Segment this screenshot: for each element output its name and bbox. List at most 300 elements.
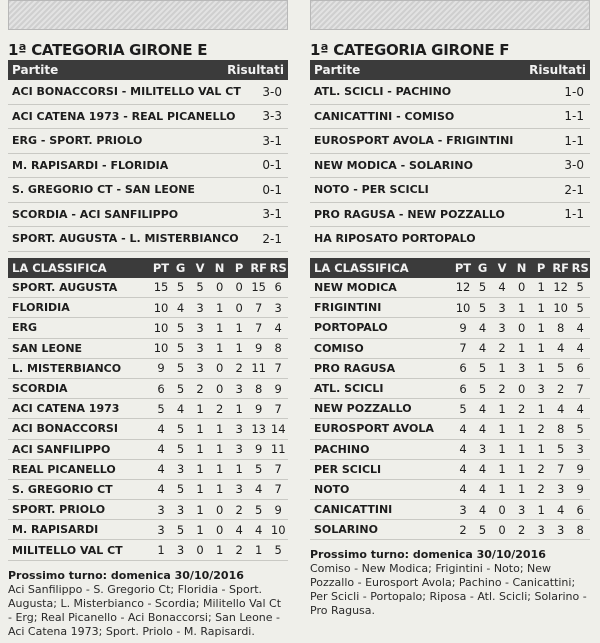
- stat-cell: 3: [531, 378, 551, 398]
- table-row: [8, 358, 288, 378]
- match-teams: CANICATTINI - COMISO: [314, 109, 455, 123]
- result-row: [310, 227, 590, 252]
- stat-cell: 4: [570, 338, 590, 358]
- stat-cell: 5: [171, 338, 191, 358]
- table-row: [8, 378, 288, 398]
- column-header: RS: [570, 258, 590, 278]
- table-row: [8, 338, 288, 358]
- stat-cell: 2: [229, 358, 249, 378]
- table-row: [8, 540, 288, 560]
- result-row: [310, 105, 590, 130]
- match-score: 3-0: [262, 84, 282, 99]
- stat-cell: 1: [492, 459, 512, 479]
- results-label: Risultati: [227, 63, 284, 77]
- stat-cell: 6: [151, 378, 171, 398]
- result-row: [8, 129, 288, 154]
- stat-cell: 0: [512, 318, 532, 338]
- match-teams: PRO RAGUSA - NEW POZZALLO: [314, 207, 505, 221]
- stat-cell: 3: [512, 500, 532, 520]
- column-header: G: [473, 258, 493, 278]
- stat-cell: 4: [171, 298, 191, 318]
- team-name: NEW MODICA: [310, 278, 453, 298]
- column-header: P: [229, 258, 249, 278]
- stat-cell: 1: [210, 439, 230, 459]
- stat-cell: 7: [570, 378, 590, 398]
- column-header: RF: [551, 258, 571, 278]
- stat-cell: 12: [551, 278, 571, 298]
- stat-cell: 1: [210, 338, 230, 358]
- column-header: N: [512, 258, 532, 278]
- standings-title: LA CLASSIFICA: [8, 258, 151, 278]
- match-teams: ACI CATENA 1973 - REAL PICANELLO: [12, 109, 236, 123]
- team-name: SCORDIA: [8, 378, 151, 398]
- stat-cell: 0: [229, 278, 249, 298]
- stat-cell: 4: [492, 278, 512, 298]
- stat-cell: 2: [531, 479, 551, 499]
- team-name: SPORT. AUGUSTA: [8, 278, 151, 298]
- stat-cell: 2: [492, 338, 512, 358]
- stat-cell: 10: [151, 338, 171, 358]
- match-score: 0-1: [262, 182, 282, 197]
- table-row: [8, 399, 288, 419]
- stat-cell: 1: [210, 479, 230, 499]
- next-round-label: Prossimo turno: domenica 30/10/2016: [8, 568, 244, 582]
- result-row: [310, 80, 590, 105]
- stat-cell: 6: [570, 358, 590, 378]
- stat-cell: 5: [171, 419, 191, 439]
- stat-cell: 11: [268, 439, 288, 459]
- stat-cell: 5: [171, 358, 191, 378]
- stat-cell: 1: [492, 439, 512, 459]
- stat-cell: 4: [151, 459, 171, 479]
- team-name: M. RAPISARDI: [8, 520, 151, 540]
- stat-cell: 2: [531, 419, 551, 439]
- stat-cell: 3: [190, 318, 210, 338]
- stat-cell: 4: [570, 318, 590, 338]
- stat-cell: 4: [151, 479, 171, 499]
- result-row: [8, 227, 288, 252]
- stat-cell: 4: [551, 338, 571, 358]
- stat-cell: 5: [473, 358, 493, 378]
- results-list: [310, 80, 590, 252]
- stat-cell: 5: [473, 378, 493, 398]
- stat-cell: 0: [492, 520, 512, 540]
- match-teams: ATL. SCICLI - PACHINO: [314, 85, 452, 99]
- stat-cell: 5: [473, 520, 493, 540]
- stat-cell: 1: [210, 540, 230, 560]
- stat-cell: 5: [473, 298, 493, 318]
- stat-cell: 3: [268, 298, 288, 318]
- stat-cell: 1: [531, 358, 551, 378]
- stat-cell: 5: [249, 459, 269, 479]
- stat-cell: 13: [249, 419, 269, 439]
- table-row: [8, 419, 288, 439]
- stat-cell: 4: [151, 419, 171, 439]
- stat-cell: 2: [512, 520, 532, 540]
- stat-cell: 9: [268, 378, 288, 398]
- stat-cell: 1: [531, 399, 551, 419]
- stat-cell: 2: [492, 378, 512, 398]
- stat-cell: 4: [551, 399, 571, 419]
- stat-cell: 1: [512, 419, 532, 439]
- match-teams: ERG - SPORT. PRIOLO: [12, 134, 143, 148]
- stat-cell: 0: [512, 278, 532, 298]
- match-teams: NOTO - PER SCICLI: [314, 183, 429, 197]
- stat-cell: 2: [190, 378, 210, 398]
- results-label: Risultati: [529, 63, 586, 77]
- stat-cell: 9: [570, 479, 590, 499]
- table-row: [310, 298, 590, 318]
- stat-cell: 3: [492, 318, 512, 338]
- result-row: [310, 203, 590, 228]
- stat-cell: 3: [171, 459, 191, 479]
- stat-cell: 5: [190, 278, 210, 298]
- stat-cell: 1: [190, 459, 210, 479]
- team-name: EUROSPORT AVOLA: [310, 419, 453, 439]
- stat-cell: 5: [171, 520, 191, 540]
- table-row: [310, 520, 590, 540]
- result-row: [310, 129, 590, 154]
- stat-cell: 1: [512, 439, 532, 459]
- column-header: PT: [453, 258, 473, 278]
- team-name: SAN LEONE: [8, 338, 151, 358]
- section-title: 1ª CATEGORIA GIRONE F: [310, 41, 510, 59]
- stat-cell: 0: [210, 378, 230, 398]
- table-row: [8, 500, 288, 520]
- stat-cell: 4: [570, 399, 590, 419]
- stat-cell: 1: [492, 419, 512, 439]
- stat-cell: 3: [473, 439, 493, 459]
- stat-cell: 3: [570, 439, 590, 459]
- stat-cell: 8: [268, 338, 288, 358]
- stat-cell: 4: [473, 399, 493, 419]
- stat-cell: 9: [268, 500, 288, 520]
- stat-cell: 9: [249, 399, 269, 419]
- stat-cell: 1: [531, 338, 551, 358]
- team-name: CANICATTINI: [310, 500, 453, 520]
- column-header: G: [171, 258, 191, 278]
- match-teams: SPORT. AUGUSTA - L. MISTERBIANCO: [12, 232, 239, 246]
- stat-cell: 1: [492, 399, 512, 419]
- stat-cell: 1: [492, 358, 512, 378]
- stat-cell: 8: [551, 318, 571, 338]
- stat-cell: 7: [268, 358, 288, 378]
- match-score: 1-1: [564, 109, 584, 124]
- stat-cell: 6: [570, 500, 590, 520]
- team-name: SOLARINO: [310, 520, 453, 540]
- column-header: V: [492, 258, 512, 278]
- table-row: [310, 358, 590, 378]
- stat-cell: 5: [551, 439, 571, 459]
- match-teams: EUROSPORT AVOLA - FRIGINTINI: [314, 134, 514, 148]
- table-row: [8, 298, 288, 318]
- stat-cell: 3: [171, 500, 191, 520]
- stat-cell: 5: [570, 298, 590, 318]
- table-row: [310, 378, 590, 398]
- result-row: [310, 154, 590, 179]
- stat-cell: 5: [570, 278, 590, 298]
- stat-cell: 1: [190, 399, 210, 419]
- stat-cell: 4: [473, 479, 493, 499]
- result-row: [8, 154, 288, 179]
- stat-cell: 1: [512, 338, 532, 358]
- standings-table: [8, 258, 288, 561]
- stat-cell: 5: [551, 358, 571, 378]
- team-name: PRO RAGUSA: [310, 358, 453, 378]
- stat-cell: 1: [151, 540, 171, 560]
- section-title: 1ª CATEGORIA GIRONE E: [8, 41, 208, 59]
- stat-cell: 10: [268, 520, 288, 540]
- stat-cell: 5: [268, 540, 288, 560]
- team-name: REAL PICANELLO: [8, 459, 151, 479]
- match-teams: M. RAPISARDI - FLORIDIA: [12, 158, 169, 172]
- stat-cell: 1: [190, 439, 210, 459]
- stat-cell: 15: [151, 278, 171, 298]
- match-score: 3-1: [262, 207, 282, 222]
- team-name: SPORT. PRIOLO: [8, 500, 151, 520]
- stat-cell: 4: [473, 419, 493, 439]
- next-round-fixtures: Comiso - New Modica; Frigintini - Noto; New Pozzallo - Eurosport Avola; Pachino - Canicattini; Per Scicli - Portopalo; Riposa - Atl. Scicli; Solarino - Pro Ragusa.: [310, 562, 587, 618]
- stat-cell: 0: [492, 500, 512, 520]
- match-score: 3-3: [262, 109, 282, 124]
- stat-cell: 4: [249, 520, 269, 540]
- stat-cell: 2: [229, 540, 249, 560]
- column-header: V: [190, 258, 210, 278]
- stat-cell: 4: [473, 500, 493, 520]
- stat-cell: 1: [210, 318, 230, 338]
- column-header: PT: [151, 258, 171, 278]
- stat-cell: 3: [229, 419, 249, 439]
- table-row: [310, 338, 590, 358]
- stat-cell: 1: [229, 318, 249, 338]
- table-row: [8, 459, 288, 479]
- match-score: 1-0: [564, 84, 584, 99]
- stat-cell: 4: [551, 500, 571, 520]
- stat-cell: 1: [512, 459, 532, 479]
- results-header: [8, 60, 288, 80]
- column-header: RS: [268, 258, 288, 278]
- stat-cell: 8: [249, 378, 269, 398]
- team-name: L. MISTERBIANCO: [8, 358, 151, 378]
- stat-cell: 5: [473, 278, 493, 298]
- stat-cell: 1: [249, 540, 269, 560]
- table-row: [310, 318, 590, 338]
- stat-cell: 0: [512, 378, 532, 398]
- stat-cell: 1: [190, 500, 210, 520]
- column-header: RF: [249, 258, 269, 278]
- table-row: [8, 439, 288, 459]
- results-header: [310, 60, 590, 80]
- header-band: [8, 0, 288, 30]
- stat-cell: 2: [453, 520, 473, 540]
- stat-cell: 4: [453, 419, 473, 439]
- table-row: [310, 419, 590, 439]
- team-name: MILITELLO VAL CT: [8, 540, 151, 560]
- table-row: [310, 439, 590, 459]
- match-teams: HA RIPOSATO PORTOPALO: [314, 232, 476, 246]
- stat-cell: 8: [551, 419, 571, 439]
- next-round: [8, 569, 288, 639]
- stat-cell: 3: [151, 500, 171, 520]
- stat-cell: 1: [531, 278, 551, 298]
- stat-cell: 3: [492, 298, 512, 318]
- stat-cell: 4: [473, 459, 493, 479]
- stat-cell: 2: [229, 500, 249, 520]
- stat-cell: 3: [229, 439, 249, 459]
- stat-cell: 2: [551, 378, 571, 398]
- stat-cell: 1: [492, 479, 512, 499]
- stat-cell: 4: [229, 520, 249, 540]
- stat-cell: 6: [268, 278, 288, 298]
- stat-cell: 5: [171, 378, 191, 398]
- stat-cell: 7: [453, 338, 473, 358]
- stat-cell: 0: [210, 500, 230, 520]
- team-name: FRIGINTINI: [310, 298, 453, 318]
- stat-cell: 0: [210, 278, 230, 298]
- stat-cell: 4: [473, 318, 493, 338]
- stat-cell: 11: [249, 358, 269, 378]
- stat-cell: 3: [190, 338, 210, 358]
- standings-title: LA CLASSIFICA: [310, 258, 453, 278]
- match-score: 1-1: [564, 207, 584, 222]
- stat-cell: 10: [551, 298, 571, 318]
- stat-cell: 15: [249, 278, 269, 298]
- table-row: [310, 399, 590, 419]
- stat-cell: 1: [531, 439, 551, 459]
- stat-cell: 3: [229, 378, 249, 398]
- column-header: N: [210, 258, 230, 278]
- stat-cell: 9: [151, 358, 171, 378]
- stat-cell: 5: [249, 500, 269, 520]
- stat-cell: 6: [453, 358, 473, 378]
- result-row: [8, 80, 288, 105]
- stat-cell: 3: [453, 500, 473, 520]
- stat-cell: 14: [268, 419, 288, 439]
- stat-cell: 4: [473, 338, 493, 358]
- team-name: NEW POZZALLO: [310, 399, 453, 419]
- matches-label: Partite: [314, 63, 361, 77]
- stat-cell: 5: [171, 439, 191, 459]
- team-name: S. GREGORIO CT: [8, 479, 151, 499]
- stat-cell: 1: [229, 399, 249, 419]
- stat-cell: 1: [512, 479, 532, 499]
- table-row: [8, 479, 288, 499]
- match-teams: ACI BONACCORSI - MILITELLO VAL CT: [12, 85, 241, 99]
- stat-cell: 6: [453, 378, 473, 398]
- stat-cell: 1: [210, 298, 230, 318]
- standings-header-row: [8, 258, 288, 278]
- team-name: ACI BONACCORSI: [8, 419, 151, 439]
- match-score: 2-1: [564, 182, 584, 197]
- next-round-fixtures: Aci Sanfilippo - S. Gregorio Ct; Floridia - Sport. Augusta; L. Misterbianco - Scordia; Militello Val Ct - Erg; Real Picanello - Aci Bonaccorsi; San Leone - Aci Catena 1973; Sport. Priolo - M. Rapisardi.: [8, 582, 282, 638]
- stat-cell: 1: [229, 338, 249, 358]
- match-teams: S. GREGORIO CT - SAN LEONE: [12, 183, 195, 197]
- match-score: 2-1: [262, 231, 282, 246]
- table-row: [310, 479, 590, 499]
- match-teams: NEW MODICA - SOLARINO: [314, 158, 473, 172]
- stat-cell: 5: [151, 399, 171, 419]
- team-name: ACI CATENA 1973: [8, 399, 151, 419]
- girone-e-column: [8, 0, 288, 639]
- stat-cell: 1: [190, 479, 210, 499]
- match-score: 3-0: [564, 158, 584, 173]
- result-row: [8, 203, 288, 228]
- stat-cell: 5: [171, 479, 191, 499]
- stat-cell: 2: [512, 399, 532, 419]
- team-name: ERG: [8, 318, 151, 338]
- stat-cell: 3: [512, 358, 532, 378]
- team-name: COMISO: [310, 338, 453, 358]
- stat-cell: 7: [249, 298, 269, 318]
- stat-cell: 1: [531, 500, 551, 520]
- stat-cell: 2: [531, 459, 551, 479]
- team-name: ACI SANFILIPPO: [8, 439, 151, 459]
- stat-cell: 4: [171, 399, 191, 419]
- stat-cell: 4: [249, 479, 269, 499]
- stat-cell: 1: [210, 419, 230, 439]
- stat-cell: 5: [171, 278, 191, 298]
- table-row: [8, 520, 288, 540]
- stat-cell: 1: [190, 419, 210, 439]
- match-teams: SCORDIA - ACI SANFILIPPO: [12, 207, 179, 221]
- stat-cell: 3: [551, 479, 571, 499]
- stat-cell: 9: [249, 439, 269, 459]
- stat-cell: 3: [229, 479, 249, 499]
- stat-cell: 7: [268, 479, 288, 499]
- match-score: 3-1: [262, 133, 282, 148]
- stat-cell: 4: [151, 439, 171, 459]
- stat-cell: 4: [453, 459, 473, 479]
- stat-cell: 1: [531, 298, 551, 318]
- stat-cell: 10: [151, 298, 171, 318]
- table-row: [310, 278, 590, 298]
- stat-cell: 10: [453, 298, 473, 318]
- stat-cell: 3: [531, 520, 551, 540]
- stat-cell: 4: [268, 318, 288, 338]
- match-score: 0-1: [262, 158, 282, 173]
- table-row: [8, 318, 288, 338]
- stat-cell: 9: [570, 459, 590, 479]
- team-name: PORTOPALO: [310, 318, 453, 338]
- next-round-label: Prossimo turno: domenica 30/10/2016: [310, 548, 546, 562]
- stat-cell: 8: [570, 520, 590, 540]
- stat-cell: 1: [512, 298, 532, 318]
- team-name: PACHINO: [310, 439, 453, 459]
- girone-f-column: [310, 0, 590, 618]
- next-round: [310, 548, 590, 618]
- stat-cell: 1: [190, 520, 210, 540]
- stat-cell: 0: [190, 540, 210, 560]
- header-band: [310, 0, 590, 30]
- team-name: FLORIDIA: [8, 298, 151, 318]
- stat-cell: 1: [531, 318, 551, 338]
- stat-cell: 5: [453, 399, 473, 419]
- stat-cell: 7: [249, 318, 269, 338]
- stat-cell: 4: [453, 479, 473, 499]
- result-row: [310, 178, 590, 203]
- stat-cell: 10: [151, 318, 171, 338]
- column-header: P: [531, 258, 551, 278]
- stat-cell: 7: [551, 459, 571, 479]
- match-score: 1-1: [564, 133, 584, 148]
- result-row: [8, 178, 288, 203]
- table-row: [8, 278, 288, 298]
- stat-cell: 3: [551, 520, 571, 540]
- stat-cell: 9: [453, 318, 473, 338]
- stat-cell: 12: [453, 278, 473, 298]
- results-list: [8, 80, 288, 252]
- team-name: NOTO: [310, 479, 453, 499]
